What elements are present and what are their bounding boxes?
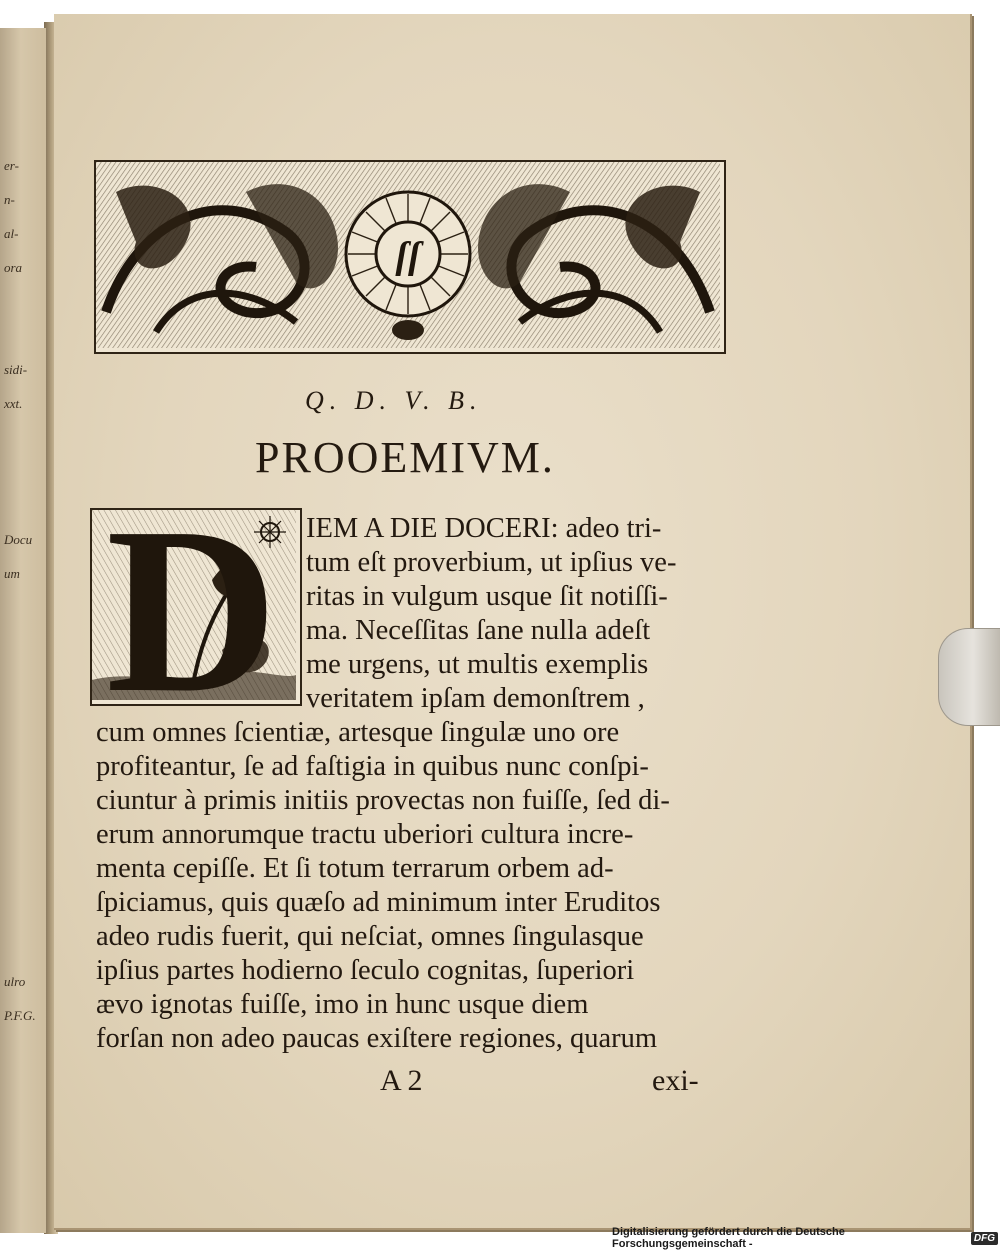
- page-clip-tab: [938, 628, 1000, 726]
- headpiece-ornament: [94, 160, 726, 354]
- body-line: ævo ignotas fuiſſe, imo in hunc usque diem: [96, 989, 589, 1020]
- decorated-initial: [90, 508, 302, 706]
- left-page-bleed-line: ora: [4, 260, 23, 275]
- body-line: ciuntur à primis initiis provectas non fuiſſe, ſed di-: [96, 785, 670, 816]
- body-line: forſan non adeo paucas exiſtere regiones, quarum: [96, 1023, 658, 1054]
- body-line: me urgens, ut multis exemplis: [306, 649, 649, 680]
- digitization-credit: [612, 1228, 998, 1248]
- left-page-bleed-line: P.F.G.: [4, 1008, 36, 1023]
- body-line: IEM A DIE DOCERI: adeo tri-: [306, 513, 662, 544]
- drop-cap-letter: D: [106, 508, 278, 706]
- body-line: ma. Neceſſitas ſane nulla adeſt: [306, 615, 651, 646]
- body-line: erum annorumque tractu uberiori cultura incre-: [96, 819, 634, 850]
- body-line: veritatem ipſam demonſtrem ,: [306, 683, 645, 714]
- left-page-edge: [0, 28, 47, 1233]
- svg-text:ſſ: ſſ: [395, 235, 421, 277]
- signature-mark: A 2: [380, 1064, 423, 1097]
- body-line: tum eſt proverbium, ut ipſius ve-: [306, 547, 677, 578]
- left-page-bleed-line: sidi-: [4, 362, 28, 377]
- left-page-bleed-line: er-: [4, 158, 19, 173]
- catchword: exi-: [652, 1064, 699, 1097]
- left-page-bleed-line: al-: [4, 226, 19, 241]
- body-line: ritas in vulgum usque ſit notiſſi-: [306, 581, 668, 612]
- ornament-graphic: [96, 162, 720, 348]
- credit-text: Digitalisierung gefördert durch die Deutsche Forschungsgemeinschaft -: [612, 1226, 845, 1250]
- left-page-bleed-line: xxt.: [4, 396, 23, 411]
- left-page-bleed-line: n-: [4, 192, 15, 207]
- left-page-bleed-line: um: [4, 566, 20, 581]
- body-line: menta cepiſſe. Et ſi totum terrarum orbem ad-: [96, 853, 614, 884]
- qdvb-invocation: Q. D. V. B.: [305, 386, 483, 415]
- body-line: ipſius partes hodierno ſeculo cognitas, ſuperiori: [96, 955, 635, 986]
- body-line: ſpiciamus, quis quæſo ad minimum inter Eruditos: [96, 887, 661, 918]
- left-page-bleed-line: ulro: [4, 974, 26, 989]
- page-title: PROOEMIVM.: [255, 433, 555, 482]
- body-line: profiteantur, ſe ad faſtigia in quibus nunc conſpi-: [96, 751, 649, 782]
- body-line: cum omnes ſcientiæ, artesque ſingulæ uno ore: [96, 717, 620, 748]
- dfg-logo: DFG: [971, 1232, 998, 1245]
- body-line: adeo rudis fuerit, qui neſciat, omnes ſingulasque: [96, 921, 644, 952]
- left-page-bleed-line: Docu: [4, 532, 33, 547]
